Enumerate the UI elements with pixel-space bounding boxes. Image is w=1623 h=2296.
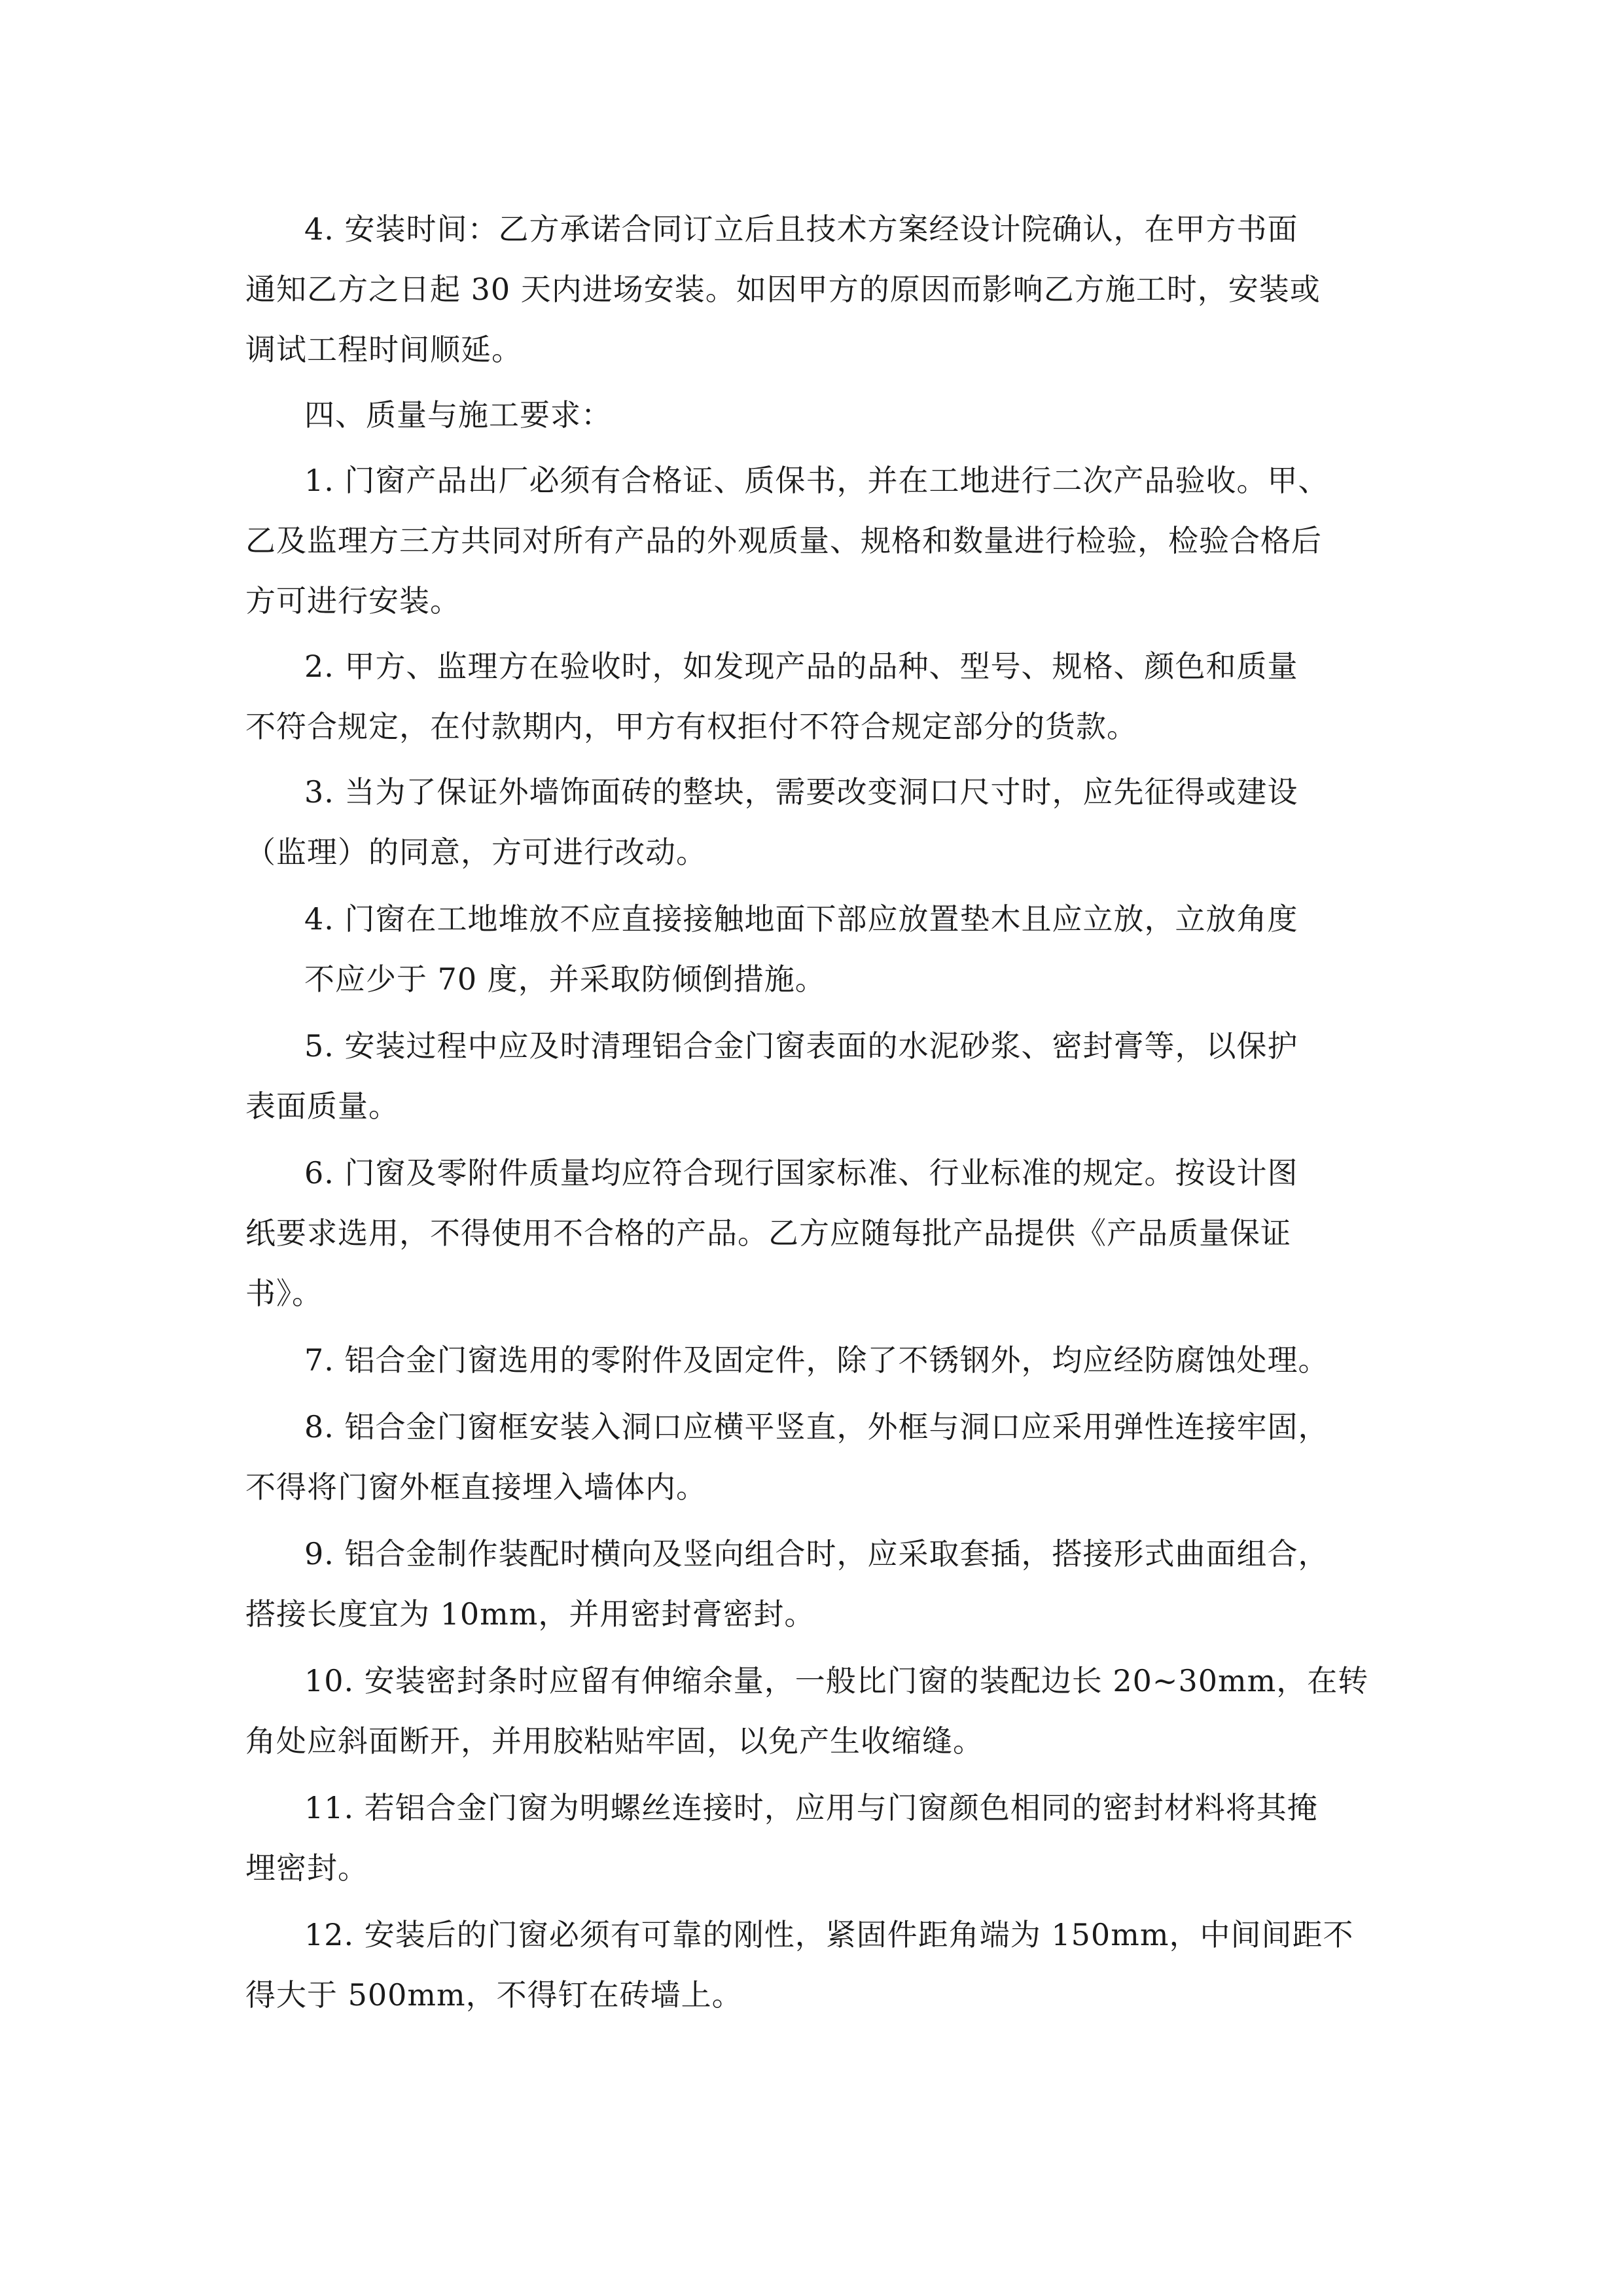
text-line: 方可进行安装。 xyxy=(245,583,461,619)
text-line: 表面质量。 xyxy=(245,1088,399,1124)
text-line: 埋密封。 xyxy=(245,1850,368,1886)
text-line: 5. 安装过程中应及时清理铝合金门窗表面的水泥砂浆、密封膏等，以保护 xyxy=(304,1028,1298,1064)
text-line: 11. 若铝合金门窗为明螺丝连接时，应用与门窗颜色相同的密封材料将其掩 xyxy=(304,1790,1318,1825)
text-line: 1. 门窗产品出厂必须有合格证、质保书，并在工地进行二次产品验收。甲、 xyxy=(304,463,1329,498)
text-line: 得大于 500mm，不得钉在砖墙上。 xyxy=(245,1977,743,2013)
text-line: 调试工程时间顺延。 xyxy=(245,332,522,367)
text-line: 角处应斜面断开，并用胶粘贴牢固，以免产生收缩缝。 xyxy=(245,1723,984,1759)
text-line: 12. 安装后的门窗必须有可靠的刚性，紧固件距角端为 150mm，中间间距不 xyxy=(304,1917,1354,1952)
text-line: 通知乙方之日起 30 天内进场安装。如因甲方的原因而影响乙方施工时，安装或 xyxy=(245,272,1321,307)
section-heading: 四、质量与施工要求： xyxy=(304,397,612,433)
text-line: 4. 门窗在工地堆放不应直接接触地面下部应放置垫木且应立放，立放角度 xyxy=(304,901,1298,937)
text-line: 书》。 xyxy=(245,1276,323,1311)
text-line: 2. 甲方、监理方在验收时，如发现产品的品种、型号、规格、颜色和质量 xyxy=(304,649,1298,684)
text-line: 不符合规定，在付款期内，甲方有权拒付不符合规定部分的货款。 xyxy=(245,709,1137,744)
text-line: 9. 铝合金制作装配时横向及竖向组合时，应采取套插，搭接形式曲面组合， xyxy=(304,1536,1329,1571)
text-line: 不得将门窗外框直接埋入墙体内。 xyxy=(245,1469,707,1505)
text-line: 7. 铝合金门窗选用的零附件及固定件，除了不锈钢外，均应经防腐蚀处理。 xyxy=(304,1342,1329,1378)
text-line: 3. 当为了保证外墙饰面砖的整块，需要改变洞口尺寸时，应先征得或建设 xyxy=(304,774,1298,810)
text-line: 乙及监理方三方共同对所有产品的外观质量、规格和数量进行检验，检验合格后 xyxy=(245,523,1322,558)
text-line: 纸要求选用，不得使用不合格的产品。乙方应随每批产品提供《产品质量保证 xyxy=(245,1215,1291,1251)
text-line: 6. 门窗及零附件质量均应符合现行国家标准、行业标准的规定。按设计图 xyxy=(304,1155,1298,1191)
text-line: 8. 铝合金门窗框安装入洞口应横平竖直，外框与洞口应采用弹性连接牢固， xyxy=(304,1409,1329,1444)
text-line: 10. 安装密封条时应留有伸缩余量，一般比门窗的装配边长 20~30mm，在转 xyxy=(304,1663,1369,1698)
text-line: 4. 安装时间：乙方承诺合同订立后且技术方案经设计院确认，在甲方书面 xyxy=(304,211,1298,247)
text-line: （监理）的同意，方可进行改动。 xyxy=(245,834,707,870)
text-line: 不应少于 70 度，并采取防倾倒措施。 xyxy=(304,961,826,997)
text-line: 搭接长度宜为 10mm，并用密封膏密封。 xyxy=(245,1596,815,1632)
